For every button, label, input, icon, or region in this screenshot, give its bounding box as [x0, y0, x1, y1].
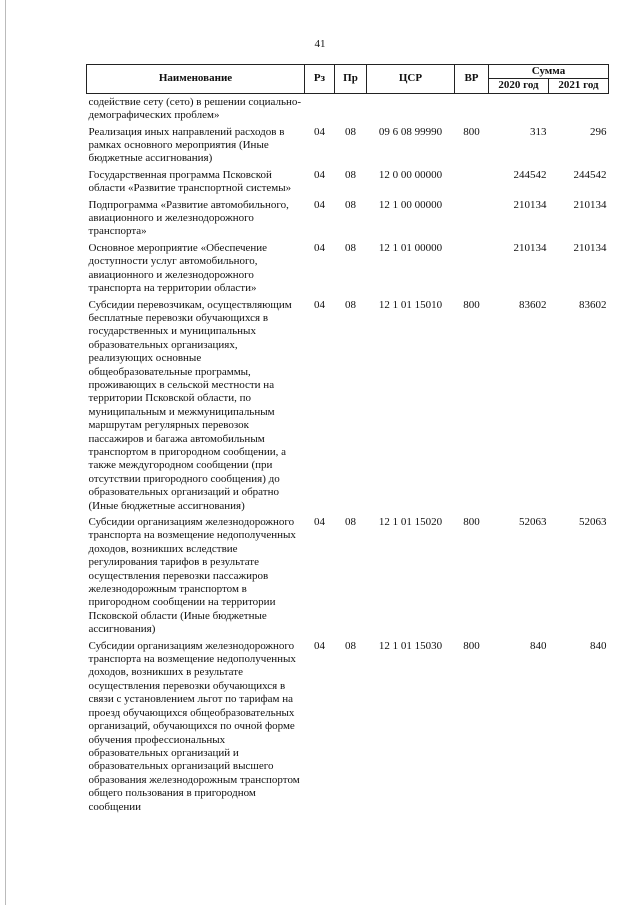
cell-2021: 840 — [590, 639, 607, 652]
cell-2020: 840 — [530, 639, 547, 652]
table-row — [87, 242, 609, 299]
cell-csr: 12 0 00 00000 — [378, 168, 443, 181]
cell-name: Подпрограмма «Развитие автомобильного, авиационного и железнодорожного транспорта» — [88, 198, 289, 238]
cell-csr: 12 1 01 15010 — [378, 298, 443, 311]
cell-2020: 52063 — [519, 516, 547, 528]
cell-pr: 08 — [345, 168, 356, 181]
cell-2021: 83602 — [579, 298, 607, 311]
cell-rz: 04 — [314, 198, 325, 211]
cell-2021 — [549, 93, 609, 125]
budget-table — [86, 64, 609, 817]
page-number: 41 — [314, 38, 326, 50]
col-header-rz: Рз — [305, 65, 335, 94]
cell-name: Субсидии организациям железнодорожного транспорта на возмещение недополученных доходов, возникших вследствие регулирования тарифов в результате осуществления перевозки пассажиров железнодорожным транспортом в пригородном сообщении на территории Псковской области (Иные бюджетные ассигнования) — [88, 516, 296, 636]
cell-vr — [455, 93, 489, 125]
cell-name: Государственная программа Псковской области «Развитие транспортной системы» — [88, 168, 292, 195]
cell-rz: 04 — [314, 125, 325, 138]
col-header-pr: Пр — [335, 65, 367, 94]
table-row — [87, 299, 609, 517]
cell-pr: 08 — [345, 198, 356, 211]
cell-name: содействие сету (сето) в решении социально-демографических проблем» — [88, 95, 302, 122]
cell-vr — [455, 242, 489, 299]
table-row — [87, 126, 609, 169]
table-header — [87, 65, 609, 94]
cell-2020: 244542 — [513, 168, 547, 181]
cell-2021: 244542 — [573, 168, 607, 181]
cell-rz: 04 — [314, 168, 325, 181]
cell-pr: 08 — [345, 125, 356, 138]
cell-2020: 83602 — [519, 298, 547, 311]
col-header-name: Наименование — [87, 65, 305, 94]
cell-csr: 12 1 01 15020 — [378, 516, 443, 528]
cell-2021: 296 — [590, 125, 607, 138]
cell-pr — [335, 93, 367, 125]
cell-pr: 08 — [345, 241, 356, 254]
col-header-year-2020: 2020 год — [489, 79, 549, 93]
cell-pr: 08 — [345, 298, 356, 311]
cell-csr: 12 1 01 00000 — [378, 241, 443, 254]
col-header-vr: ВР — [455, 65, 489, 94]
cell-name: Субсидии перевозчикам, осуществляющим бесплатные перевозки обучающихся в государственных и муниципальных образовательных организациях, реализующих основные общеобразовательные программы, проживающих в сельской местности на территории Псковской области, по муниципальным и межмуниципальным маршрутам регулярных перевозок пассажиров и багажа автомобильным транспортом в пригородном сообщении, а также междугородном сообщении (при отсутствии пригородного сообщения) до образовательных организаций и обратно (Иные бюджетные ассигнования) — [88, 298, 292, 512]
cell-csr: 12 1 00 00000 — [378, 198, 443, 211]
table-body — [87, 93, 609, 817]
cell-rz: 04 — [314, 516, 325, 528]
cell-2020: 210134 — [513, 198, 547, 211]
table-row — [87, 516, 609, 640]
cell-csr — [367, 93, 455, 125]
cell-2020: 313 — [530, 125, 547, 138]
table-row — [87, 169, 609, 199]
cell-2021: 210134 — [573, 198, 607, 211]
col-header-sum: Сумма — [489, 65, 609, 79]
cell-vr — [455, 169, 489, 199]
table-row — [87, 199, 609, 242]
cell-2021: 210134 — [573, 241, 607, 254]
cell-vr: 800 — [463, 516, 480, 528]
cell-csr: 12 1 01 15030 — [378, 639, 443, 652]
cell-2020 — [489, 93, 549, 125]
col-header-year-2021: 2021 год — [549, 79, 609, 93]
table-row — [87, 640, 609, 817]
cell-2020: 210134 — [513, 241, 547, 254]
cell-vr: 800 — [463, 298, 480, 311]
cell-rz: 04 — [314, 241, 325, 254]
cell-2021: 52063 — [579, 516, 607, 528]
cell-rz: 04 — [314, 639, 325, 652]
cell-vr — [455, 199, 489, 242]
col-header-csr: ЦСР — [367, 65, 455, 94]
cell-name: Субсидии организациям железнодорожного транспорта на возмещение недополученных доходов, возникших в результате осуществления перевозки обучающихся в связи с установлением льгот по тарифам на проезд обучающихся общеобразовательных организаций, обучающихся по очной форме обучения профессиональных образовательных организаций и образовательных организаций высшего образования железнодорожным транспортом общего пользования в пригородном сообщении — [88, 639, 300, 813]
table-row — [87, 93, 609, 125]
cell-rz: 04 — [314, 298, 325, 311]
scan-edge-line — [5, 0, 6, 905]
cell-csr: 09 6 08 99990 — [378, 125, 443, 138]
cell-pr: 08 — [345, 516, 356, 528]
cell-name: Реализация иных направлений расходов в рамках основного мероприятия (Иные бюджетные ассигнования) — [88, 125, 285, 165]
cell-vr: 800 — [463, 125, 480, 138]
cell-pr: 08 — [345, 639, 356, 652]
cell-name: Основное мероприятие «Обеспечение доступности услуг автомобильного, авиационного и железнодорожного транспорта на территории области» — [88, 241, 268, 295]
cell-rz — [305, 93, 335, 125]
cell-vr: 800 — [463, 639, 480, 652]
